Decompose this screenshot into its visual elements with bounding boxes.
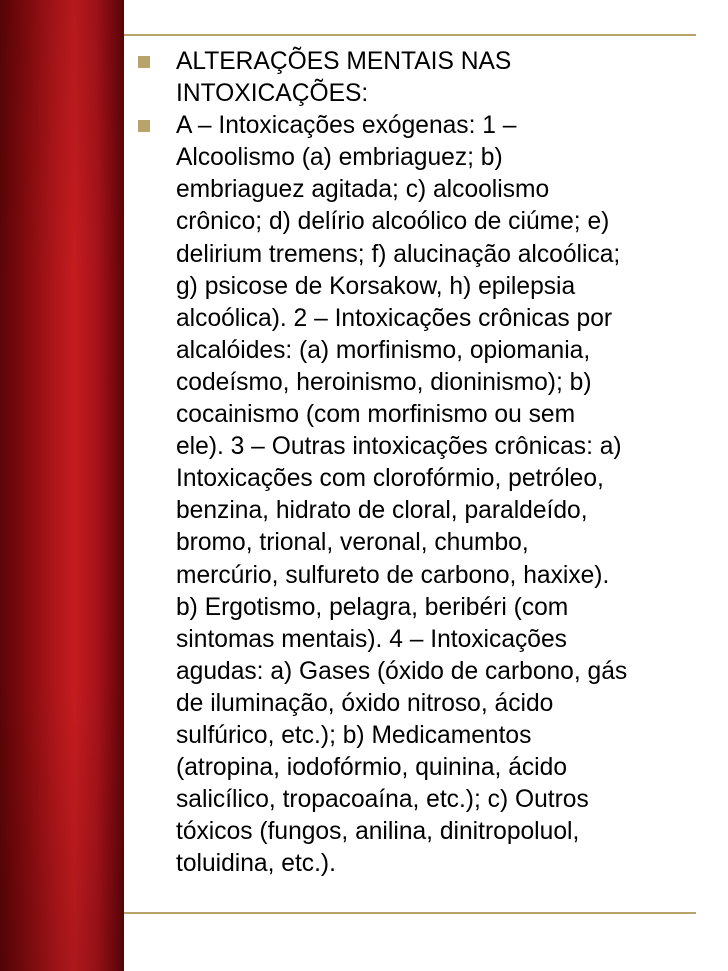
text-line: benzina, hidrato de cloral, paraldeído, <box>176 497 588 525</box>
text-line: b) Ergotismo, pelagra, beribéri (com <box>176 593 569 621</box>
bullet-item-title <box>134 46 694 110</box>
text-line: alcoólica). 2 – Intoxicações crônicas por <box>176 304 613 332</box>
text-line: embriaguez agitada; c) alcoolismo <box>176 176 550 204</box>
text-line: agudas: a) Gases (óxido de carbono, gás <box>176 657 628 685</box>
bullet-item-intoxications <box>134 110 694 880</box>
text-line: toluidina, etc.). <box>176 850 336 878</box>
text-line: ALTERAÇÕES MENTAIS NAS <box>176 48 512 75</box>
square-bullet-icon <box>138 56 150 68</box>
top-divider-line <box>124 34 696 36</box>
text-line: crônico; d) delírio alcoólico de ciúme; e) <box>176 208 610 236</box>
text-line: sulfúrico, etc.); b) Medicamentos <box>176 721 532 749</box>
text-line: mercúrio, sulfureto de carbono, haxixe). <box>176 561 610 589</box>
text-line: codeísmo, heroinismo, dioninismo); b) <box>176 368 592 396</box>
text-line: sintomas mentais). 4 – Intoxicações <box>176 625 567 653</box>
text-line: de iluminação, óxido nitroso, ácido <box>176 689 554 717</box>
bullet-text <box>176 110 694 880</box>
text-line: tóxicos (fungos, anilina, dinitropoluol, <box>176 818 580 846</box>
bullet-text <box>176 46 694 110</box>
square-bullet-icon <box>138 120 150 132</box>
text-line: Intoxicações com clorofórmio, petróleo, <box>176 465 604 493</box>
slide-body <box>134 46 694 880</box>
text-line: alcalóides: (a) morfinismo, opiomania, <box>176 336 591 364</box>
text-line: (atropina, iodofórmio, quinina, ácido <box>176 754 568 782</box>
text-line: Alcoolismo (a) embriaguez; b) <box>176 144 503 172</box>
text-line: INTOXICAÇÕES: <box>176 80 369 108</box>
decorative-red-band <box>0 0 124 971</box>
text-line: ele). 3 – Outras intoxicações crônicas: a) <box>176 433 622 461</box>
text-line: cocainismo (com morfinismo ou sem <box>176 401 576 429</box>
text-line: A – Intoxicações exógenas: 1 – <box>176 112 517 140</box>
bottom-divider-line <box>124 912 696 914</box>
text-line: bromo, trional, veronal, chumbo, <box>176 529 529 557</box>
text-line: salicílico, tropacoaína, etc.); c) Outros <box>176 786 589 814</box>
text-line: delirium tremens; f) alucinação alcoólica; <box>176 240 621 268</box>
text-line: g) psicose de Korsakow, h) epilepsia <box>176 272 576 300</box>
